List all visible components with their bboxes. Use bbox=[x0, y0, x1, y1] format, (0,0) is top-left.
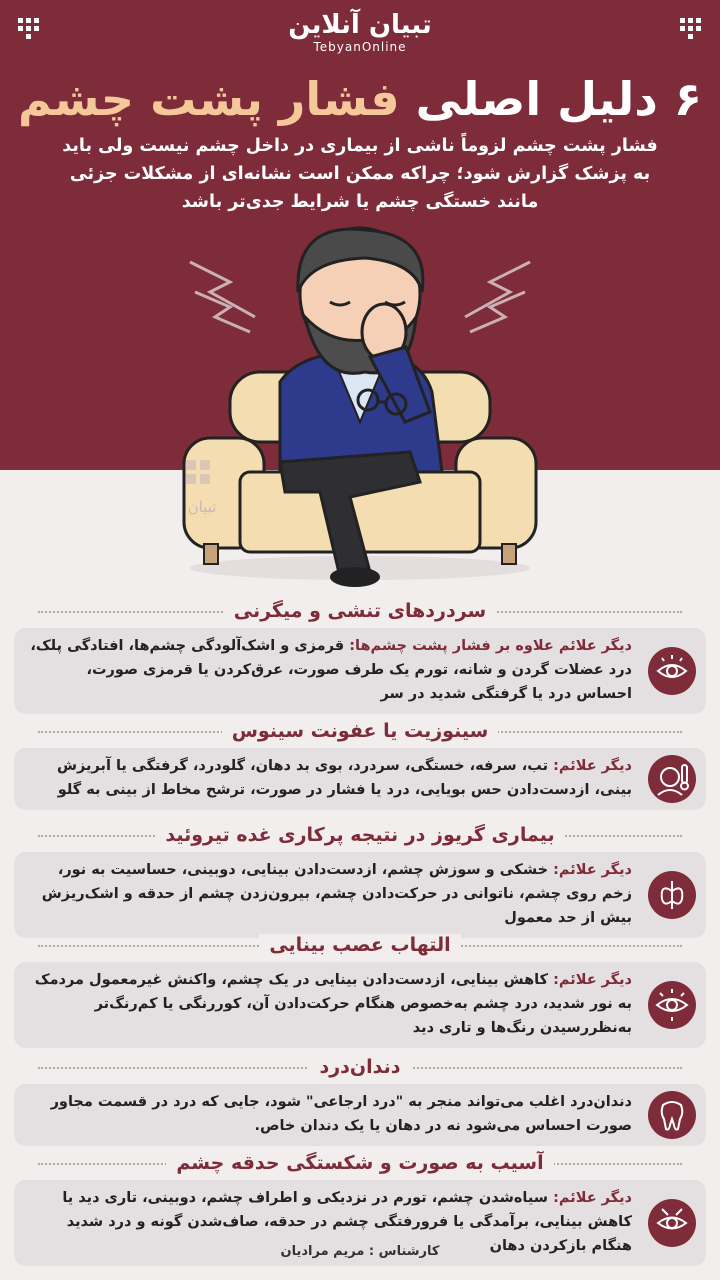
item-title: التهاب عصب بینایی bbox=[259, 934, 460, 956]
brand-logo-en: TebyanOnline bbox=[313, 40, 407, 54]
page-title bbox=[0, 64, 720, 134]
title-white: ۶ دلیل اصلی bbox=[415, 72, 702, 126]
item-card bbox=[14, 962, 706, 1048]
credit-text: کارشناس : مریم مرادیان bbox=[280, 1244, 440, 1259]
item-label: دیگر علائم: bbox=[553, 758, 632, 774]
item-title: سینوزیت یا عفونت سینوس bbox=[222, 720, 499, 742]
item-label: دیگر علائم: bbox=[553, 972, 632, 988]
item-card bbox=[14, 852, 706, 938]
item-card bbox=[14, 1084, 706, 1146]
item-title: آسیب به صورت و شکستگی حدقه چشم bbox=[166, 1152, 553, 1174]
fever-thermometer-icon bbox=[648, 755, 696, 803]
intro-text: فشار پشت چشم لزوماً ناشی از بیماری در داخل چشم نیست ولی باید به پزشک گزارش شود؛ چراکه ممکن است نشانه‌ای از مشکلات جزئی مانند خستگی چشم یا شرایط جدی‌تر باشد bbox=[62, 136, 658, 212]
injured-eye-icon bbox=[648, 1199, 696, 1247]
item-card bbox=[14, 748, 706, 810]
list-item bbox=[14, 598, 706, 714]
item-card bbox=[14, 628, 706, 714]
item-title: بیماری گریوز در نتیجه پرکاری غده تیروئید bbox=[155, 824, 564, 846]
item-text: سیاه‌شدن چشم، تورم در نزدیکی و اطراف چشم، دوبینی، تاری دید یا کاهش بینایی، برآمدگی یا فرورفتگی چشم در حدقه، صاف‌شدن گونه و درد شدید هنگام بازکردن دهان bbox=[62, 1190, 632, 1254]
item-title: دندان‌درد bbox=[309, 1056, 410, 1078]
eye-pain-icon bbox=[648, 647, 696, 695]
eye-nerve-icon bbox=[648, 981, 696, 1029]
item-text: تب، سرفه، خستگی، سردرد، بوی بد دهان، گلودرد، گرفتگی یا آبریزش بینی، ازدست‌دادن حس بویایی، درد یا فشار در صورت، ترشح مخاط از بینی به گلو bbox=[57, 758, 632, 798]
item-label: دیگر علائم علاوه بر فشار پشت چشم‌ها: bbox=[349, 638, 632, 654]
item-text: دندان‌درد اغلب می‌تواند منجر به "درد ارجاعی" شود، جایی که درد در قسمت مجاور صورت احساس می‌شود نه در دهان یا یک دندان خاص. bbox=[50, 1094, 632, 1134]
list-item bbox=[14, 718, 706, 810]
list-item bbox=[14, 932, 706, 1048]
tooth-icon bbox=[648, 1091, 696, 1139]
item-label: دیگر علائم: bbox=[553, 862, 632, 878]
item-title: سردردهای تنشی و میگرنی bbox=[224, 600, 497, 622]
list-item bbox=[14, 822, 706, 938]
man-on-sofa-illustration bbox=[170, 222, 550, 602]
list-item bbox=[14, 1054, 706, 1146]
item-text: قرمزی و اشک‌آلودگی چشم‌ها، افتادگی پلک، درد عضلات گردن و شانه، تورم یک طرف صورت، عرق‌کردن یا قرمزی صورت، احساس درد یا گرفتگی شدید در سر bbox=[30, 638, 632, 702]
item-text: کاهش بینایی، ازدست‌دادن بینایی در یک چشم، واکنش غیرمعمول مردمک به نور شدید، درد چشم به‌خصوص هنگام حرکت‌دادن آن، کوررنگی یا کم‌رنگ‌تر به‌نظررسیدن رنگ‌ها و تاری دید bbox=[34, 972, 632, 1036]
brand-logo-fa: تبیان آنلاین bbox=[288, 10, 432, 40]
thyroid-icon bbox=[648, 871, 696, 919]
watermark-text: تبیان bbox=[187, 498, 217, 516]
title-highlight: فشار پشت چشم bbox=[18, 72, 400, 126]
item-label: دیگر علائم: bbox=[553, 1190, 632, 1206]
brand-logo bbox=[0, 10, 720, 54]
item-text: خشکی و سوزش چشم، ازدست‌دادن بینایی، دوبینی، حساسیت به نور، زخم روی چشم، ناتوانی در حرکت‌دادن چشم، بیرون‌زدن چشم از حدقه و اشک‌ریزش بیش از حد معمول bbox=[41, 862, 632, 926]
